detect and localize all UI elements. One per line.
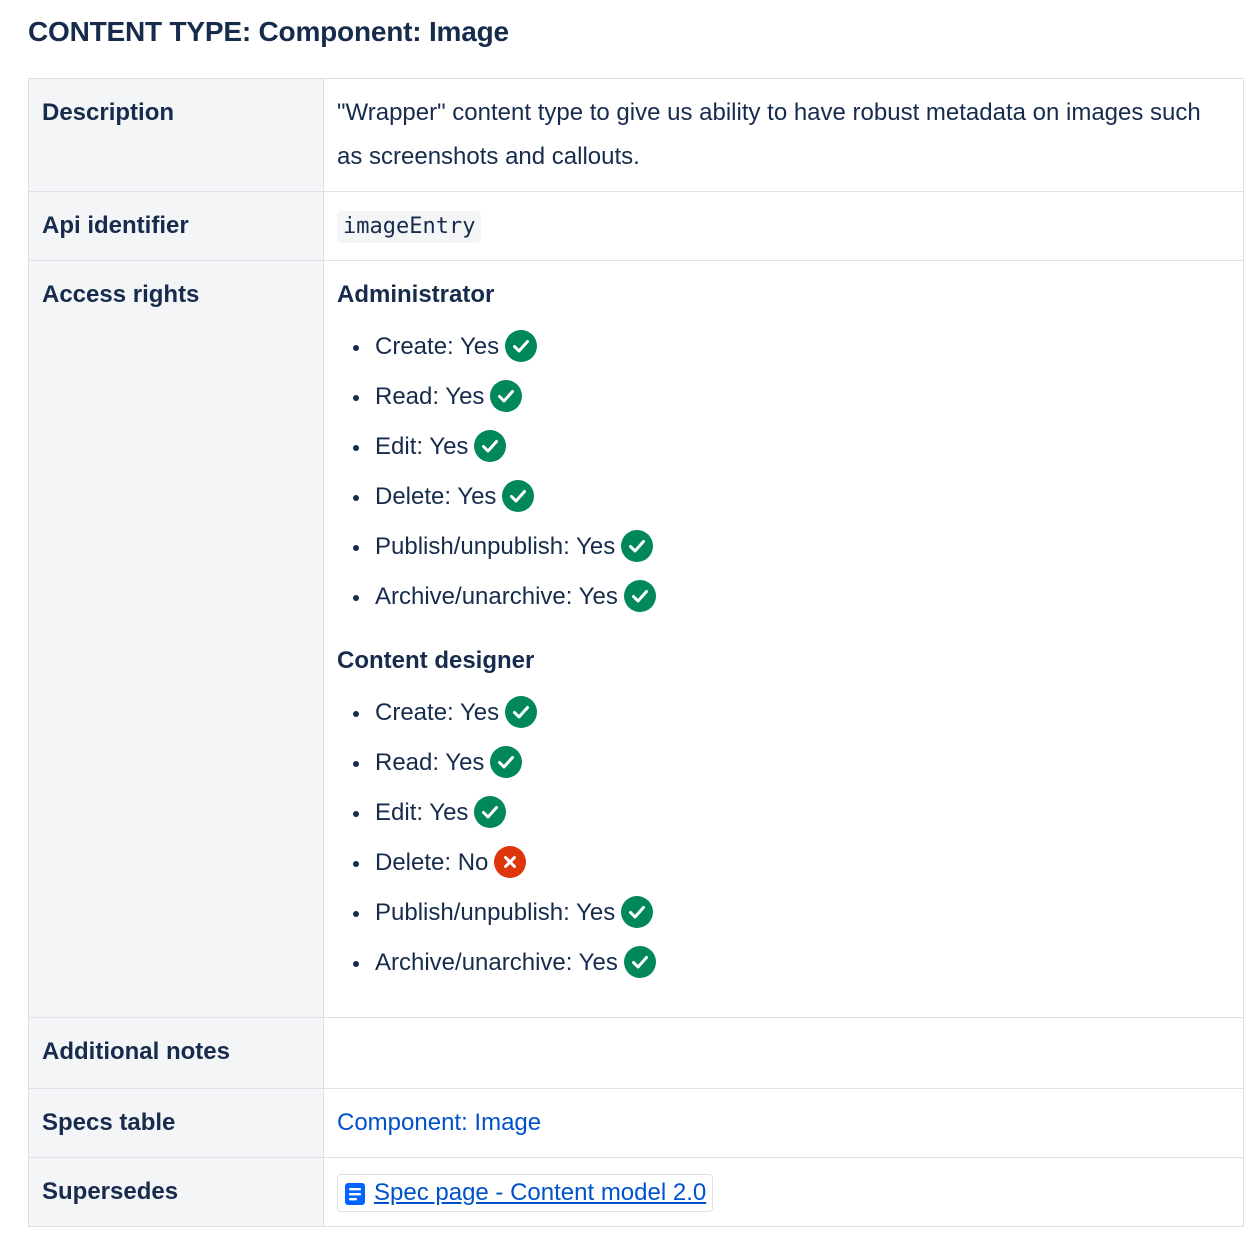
list-item: [351, 575, 1230, 625]
permission-text: Edit: Yes: [375, 433, 469, 460]
role-administrator: [337, 273, 1230, 625]
role-content-designer: [337, 639, 1230, 991]
permission-text: Read: Yes: [375, 383, 485, 410]
table-row-api-identifier: [29, 192, 1244, 261]
list-item: [351, 525, 1230, 575]
api-identifier-code: imageEntry: [337, 211, 481, 243]
access-rights-label: Access rights: [29, 261, 324, 1018]
check-circle-icon: [621, 530, 653, 562]
role-heading: Content designer: [337, 647, 535, 674]
specs-table-label: Specs table: [29, 1089, 324, 1158]
permission-text: Edit: Yes: [375, 799, 469, 826]
list-item: [351, 375, 1230, 425]
api-identifier-label: Api identifier: [29, 192, 324, 261]
page-title: CONTENT TYPE: Component: Image: [28, 16, 509, 47]
permission-text: Publish/unpublish: Yes: [375, 533, 616, 560]
additional-notes-label: Additional notes: [29, 1018, 324, 1089]
access-rights-cell: [324, 261, 1244, 1018]
permission-text: Read: Yes: [375, 749, 485, 776]
list-item: [351, 941, 1230, 991]
permission-list: [337, 691, 1230, 991]
check-circle-icon: [474, 796, 506, 828]
list-item: [351, 741, 1230, 791]
list-item: [351, 425, 1230, 475]
supersedes-page-link[interactable]: [337, 1174, 713, 1212]
list-item: [351, 841, 1230, 891]
check-circle-icon: [624, 580, 656, 612]
table-row-additional-notes: [29, 1018, 1244, 1089]
description-label: Description: [29, 79, 324, 192]
permission-text: Archive/unarchive: Yes: [375, 949, 618, 976]
permission-text: Create: Yes: [375, 333, 500, 360]
api-identifier-cell: [324, 192, 1244, 261]
permission-text: Delete: No: [375, 849, 489, 876]
cross-circle-icon: [494, 846, 526, 878]
supersedes-cell: [324, 1158, 1244, 1227]
check-circle-icon: [474, 430, 506, 462]
permission-list: [337, 325, 1230, 625]
check-circle-icon: [624, 946, 656, 978]
supersedes-link-text: Spec page - Content model 2.0: [374, 1178, 707, 1206]
document-icon: [344, 1181, 366, 1205]
supersedes-label: Supersedes: [29, 1158, 324, 1227]
check-circle-icon: [502, 480, 534, 512]
check-circle-icon: [505, 330, 537, 362]
description-value: "Wrapper" content type to give us ability to have robust metadata on images such as screenshots and callouts.: [324, 79, 1244, 192]
list-item: [351, 325, 1230, 375]
list-item: [351, 891, 1230, 941]
permission-text: Delete: Yes: [375, 483, 497, 510]
list-item: [351, 475, 1230, 525]
list-item: [351, 691, 1230, 741]
content-type-table: [28, 78, 1244, 1227]
additional-notes-value: [324, 1018, 1244, 1089]
specs-table-link[interactable]: Component: Image: [337, 1109, 542, 1136]
permission-text: Archive/unarchive: Yes: [375, 583, 618, 610]
check-circle-icon: [621, 896, 653, 928]
permission-text: Publish/unpublish: Yes: [375, 899, 616, 926]
role-heading: Administrator: [337, 281, 495, 308]
table-row-specs-table: [29, 1089, 1244, 1158]
check-circle-icon: [490, 380, 522, 412]
permission-text: Create: Yes: [375, 699, 500, 726]
specs-table-cell: [324, 1089, 1244, 1158]
check-circle-icon: [505, 696, 537, 728]
check-circle-icon: [490, 746, 522, 778]
table-row-access-rights: [29, 261, 1244, 1018]
table-row-supersedes: [29, 1158, 1244, 1227]
list-item: [351, 791, 1230, 841]
table-row-description: [29, 79, 1244, 192]
